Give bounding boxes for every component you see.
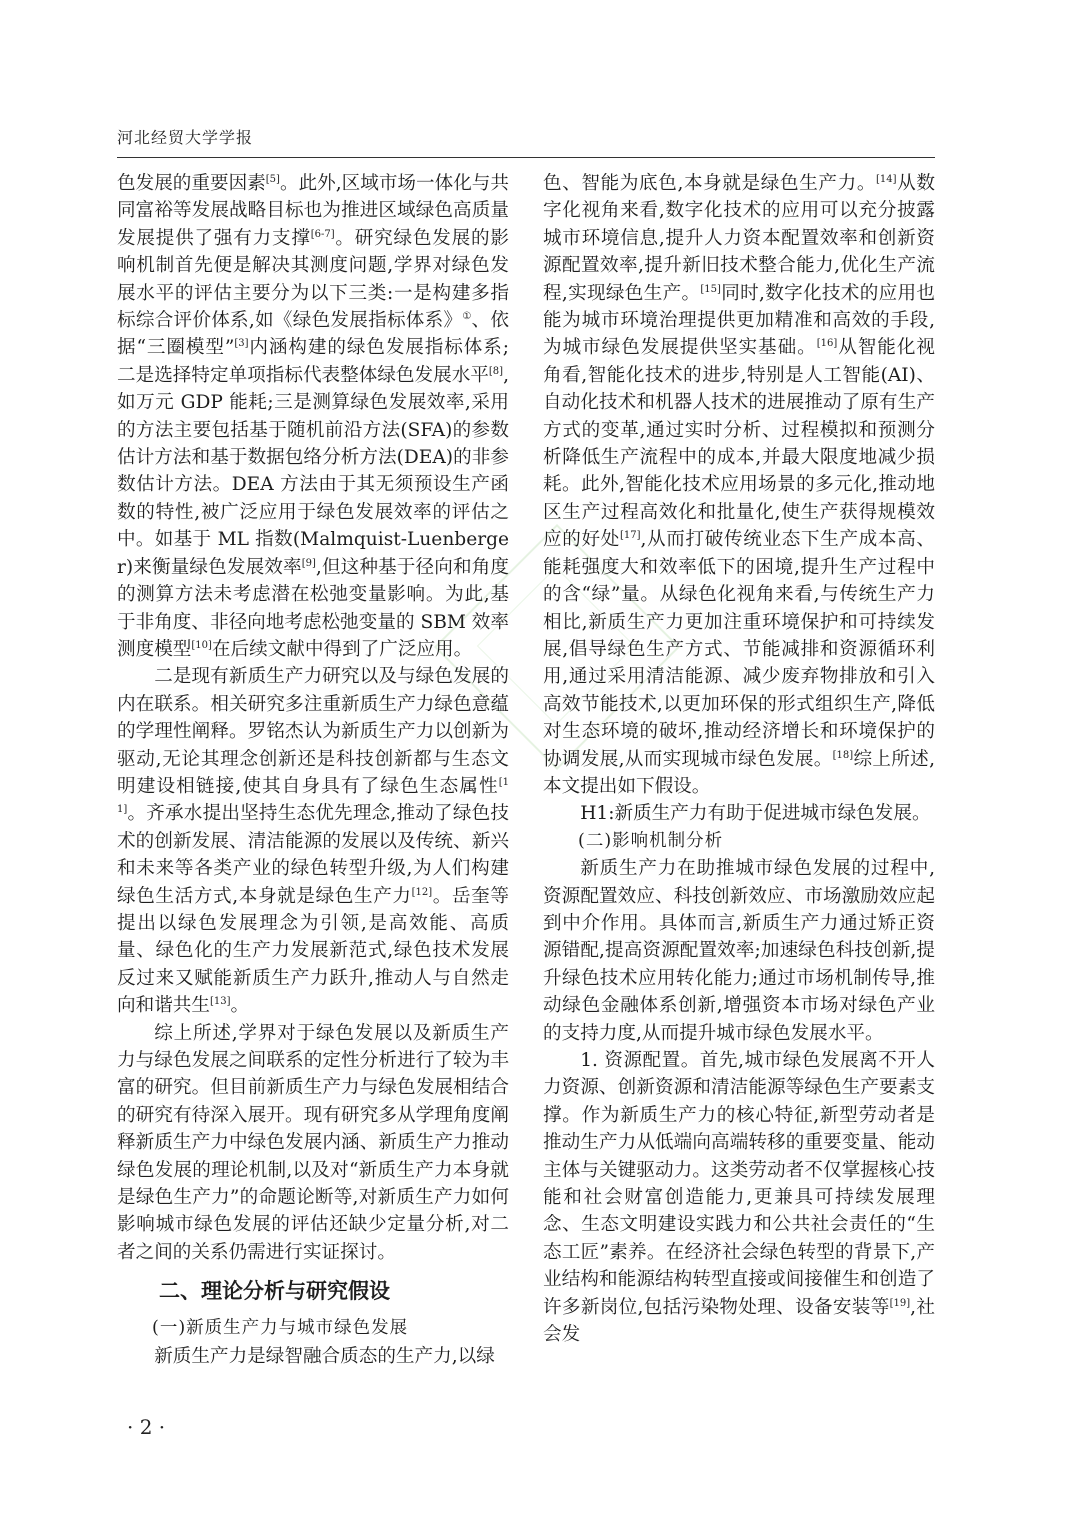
right-column: [543, 170, 935, 1348]
citation[interactable]: [5]: [265, 174, 280, 185]
paragraph: 新质生产力是绿智融合质态的生产力,以绿: [154, 1345, 495, 1367]
journal-title: 河北经贸大学学报: [117, 128, 254, 147]
paragraph: 色发展的重要因素[5]。此外,区域市场一体化与共同富裕等发展战略目标也为推进区域绿色高质量发展提供了强有力支撑[6-7]。研究绿色发展的影响机制首先便是解决其测度问题,学界对绿色发展水平的评估主要分为以下三类:一是构建多指标综合评价体系,如《绿色发展指标体系》①、依据“三圈模型”[3]内涵构建的绿色发展指标体系;二是选择特定单项指标代表整体绿色发展水平[8],如万元 GDP 能耗;三是测算绿色发展效率,采用的方法主要包括基于随机前沿方法(SFA)的参数估计方法和基于数据包络分析方法(DEA)的非参数估计方法。DEA 方法由于其无须预设生产函数的特性,被广泛应用于绿色发展效率的评估之中。如基于 ML 指数(Malmquist-Luenberger)来衡量绿色发展效率[9],但这种基于径向和角度的测算方法未考虑潜在松弛变量影响。为此,基于非角度、非径向地考虑松弛变量的 SBM 效率测度模型[10]在后续文献中得到了广泛应用。: [117, 173, 510, 660]
left-column: [117, 170, 509, 1370]
page-number: · 2 ·: [127, 1415, 166, 1439]
citation[interactable]: [13]: [209, 996, 231, 1008]
paragraph: 二是现有新质生产力研究以及与绿色发展的内在联系。相关研究多注重新质生产力绿色意蕴的学理性阐释。罗铭杰认为新质生产力以创新为驱动,无论其理念创新还是科技创新都与生态文明建设相链接,使其自身具有了绿色生态属性[11]。齐承水提出坚持生态优先理念,推动了绿色技术的创新发展、清洁能源的发展以及传统、新兴和未来等各类产业的绿色转型升级,为人们构建绿色生活方式,本身就是绿色生产力[12]。岳奎等提出以绿色发展理念为引领,是高效能、高质量、绿色化的生产力发展新范式,绿色技术发展反过来又赋能新质生产力跃升,推动人与自然走向和谐共生[13]。: [117, 666, 509, 1017]
header-rule: [117, 157, 935, 158]
paragraph: 新质生产力在助推城市绿色发展的过程中,资源配置效应、科技创新效应、市场激励效应起到中介作用。具体而言,新质生产力通过矫正资源错配,提高资源配置效率;加速绿色科技创新,提升绿色技术应用转化能力;通过市场机制传导,推动绿色金融体系创新,增强资本市场对绿色产业的支持力度,从而提升城市绿色发展水平。: [543, 858, 935, 1044]
paragraph: 1. 资源配置。首先,城市绿色发展离不开人力资源、创新资源和清洁能源等绿色生产要素支撑。作为新质生产力的核心特征,新型劳动者是推动生产力从低端向高端转移的重要变量、能动主体与关键驱动力。这类劳动者不仅掌握核心技能和社会财富创造能力,更兼具可持续发展理念、生态文明建设实践力和公共社会责任的“生态工匠”素养。在经济社会绿色转型的背景下,产业结构和能源结构转型直接或间接催生和创造了许多新岗位,包括污染物处理、设备安装等[19],社会发: [543, 1050, 935, 1346]
citation[interactable]: [9]: [301, 557, 316, 569]
paragraph: 色、智能为底色,本身就是绿色生产力。[14]从数字化视角来看,数字化技术的应用可以充分披露城市环境信息,提升人力资本配置效率和创新资源配置效率,提升新旧技术整合能力,优化生产流程,实现绿色生产。[15]同时,数字化技术的应用也能为城市环境治理提供更加精准和高效的手段,为城市绿色发展提供坚实基础。[16]从智能化视角看,智能化技术的进步,特别是人工智能(AI)、自动化技术和机器人技术的进展推动了原有生产方式的变革,通过实时分析、过程模拟和预测分析降低生产流程中的成本,并最大限度地减少损耗。此外,智能化技术应用场景的多元化,推动地区生产过程高效化和批量化,使生产获得规模效应的好处[17],从而打破传统业态下生产成本高、能耗强度大和效率低下的困境,提升生产过程中的含“绿”量。从绿色化视角来看,与传统生产力相比,新质生产力更加注重环境保护和可持续发展,倡导绿色生产方式、节能减排和资源循环利用,通过采用清洁能源、减少废弃物排放和引入高效节能技术,以更加环保的形式组织生产,降低对生态环境的破坏,推动经济增长和环境保护的协调发展,从而实现城市绿色发展。[18]综上所述,本文提出如下假设。: [543, 173, 935, 797]
citation[interactable]: [18]: [832, 749, 854, 761]
subsection-heading: (一)新质生产力与城市绿色发展: [152, 1318, 409, 1339]
section-heading: 二、理论分析与研究假设: [159, 1279, 390, 1304]
citation[interactable]: [17]: [619, 530, 641, 542]
citation[interactable]: [3]: [234, 338, 249, 350]
citation[interactable]: [8]: [488, 365, 504, 377]
citation[interactable]: [12]: [411, 886, 433, 898]
citation[interactable]: [19]: [889, 1297, 911, 1309]
citation[interactable]: [10]: [191, 639, 212, 651]
subsection-heading: (二)影响机制分析: [578, 830, 724, 851]
citation[interactable]: [15]: [700, 283, 721, 295]
hypothesis: H1:新质生产力有助于促进城市绿色发展。: [580, 803, 931, 825]
footnote-marker[interactable]: ①: [462, 311, 472, 323]
citation[interactable]: [11]: [117, 776, 509, 816]
paragraph: 综上所述,学界对于绿色发展以及新质生产力与绿色发展之间联系的定性分析进行了较为丰富的研究。但目前新质生产力与绿色发展相结合的研究有待深入展开。现有研究多从学理角度阐释新质生产力中绿色发展内涵、新质生产力推动绿色发展的理论机制,以及对“新质生产力本身就是绿色生产力”的命题论断等,对新质生产力如何影响城市绿色发展的评估还缺少定量分析,对二者之间的关系仍需进行实证探讨。: [117, 1022, 509, 1263]
citation[interactable]: [16]: [816, 338, 838, 350]
citation[interactable]: [14]: [876, 174, 897, 185]
citation[interactable]: [6-7]: [310, 228, 335, 240]
